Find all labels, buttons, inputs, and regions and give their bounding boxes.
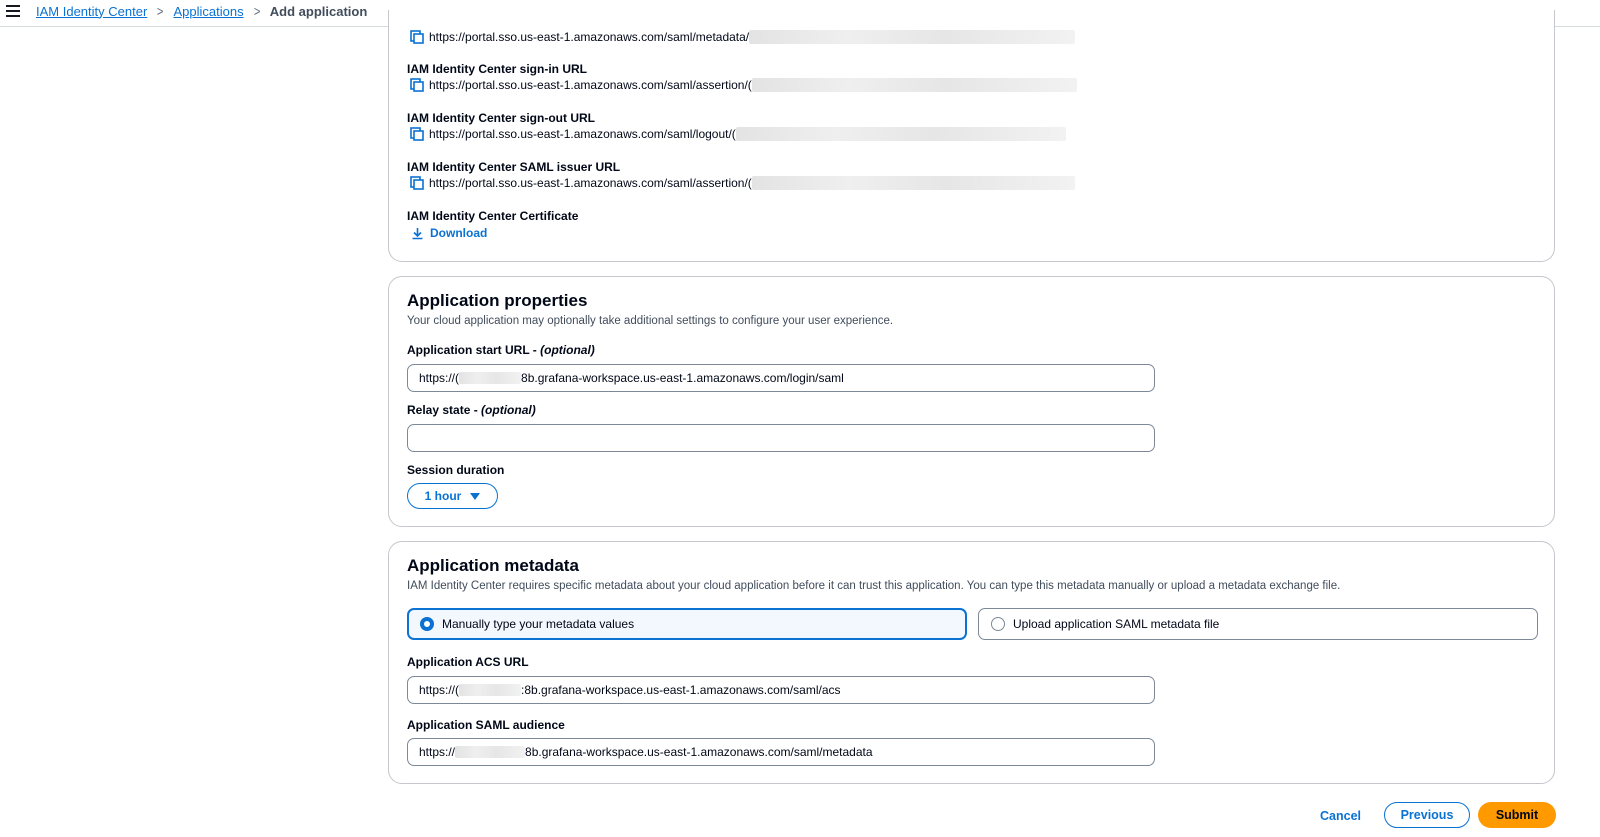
session-duration-label: Session duration [407,463,505,477]
metadata-file-url [410,30,1075,44]
sign-in-url-label: IAM Identity Center sign-in URL [407,62,587,76]
copy-icon[interactable] [410,30,424,44]
acs-url-label: Application ACS URL [407,655,529,669]
radio-upload-label: Upload application SAML metadata file [1013,617,1220,631]
previous-button[interactable]: Previous [1384,802,1470,828]
copy-icon[interactable] [410,78,424,92]
radio-unselected-icon [991,617,1005,631]
metadata-url-text: https://portal.sso.us-east-1.amazonaws.com/saml/metadata/ [429,30,750,44]
saml-audience-input[interactable] [407,738,1155,766]
sign-in-url [410,78,1077,92]
redacted-value [459,372,521,384]
breadcrumb-current-page: Add application [269,3,368,19]
download-certificate-link[interactable] [411,226,487,240]
identity-center-metadata-card [388,10,1555,262]
relay-state-input[interactable] [407,424,1155,452]
application-metadata-description: IAM Identity Center requires specific metadata about your cloud application before it can trust this application. You can type this metadata manually or upload a metadata exchange file. [407,580,1341,592]
issuer-url-label: IAM Identity Center SAML issuer URL [407,160,621,174]
optional-tag: (optional) [481,403,536,417]
application-metadata-title: Application metadata [407,556,579,575]
relay-state-label-text: Relay state - [407,403,482,417]
redacted-value [749,30,1075,44]
issuer-url-text: https://portal.sso.us-east-1.amazonaws.com/saml/assertion/( [429,176,752,190]
download-label: Download [430,226,488,240]
optional-tag: (optional) [540,343,595,357]
sign-out-url [410,127,1066,141]
chevron-right-icon: > [157,3,164,19]
session-duration-select[interactable] [407,483,498,509]
start-url-prefix: https://( [419,371,460,385]
hamburger-menu-icon[interactable] [6,5,20,19]
issuer-url [410,176,1075,190]
saml-audience-label: Application SAML audience [407,718,565,732]
start-url-input[interactable] [407,364,1155,392]
start-url-label [407,343,595,357]
acs-url-suffix: :8b.grafana-workspace.us-east-1.amazonaws.com/saml/acs [521,683,841,697]
session-duration-value: 1 hour [424,489,462,503]
acs-url-prefix: https://( [419,683,460,697]
application-metadata-card [388,541,1555,784]
application-properties-card [388,276,1555,527]
cancel-button[interactable]: Cancel [1320,809,1361,823]
sign-out-url-label: IAM Identity Center sign-out URL [407,111,595,125]
application-properties-description: Your cloud application may optionally take additional settings to configure your user experience. [407,315,894,327]
acs-url-input[interactable] [407,676,1155,704]
radio-manual-label: Manually type your metadata values [442,617,635,631]
copy-icon[interactable] [410,176,424,190]
sign-out-url-text: https://portal.sso.us-east-1.amazonaws.com/saml/logout/( [429,127,736,141]
redacted-value [752,176,1075,190]
redacted-value [736,127,1066,141]
start-url-suffix: 8b.grafana-workspace.us-east-1.amazonaws.com/login/saml [521,371,844,385]
copy-icon[interactable] [410,127,424,141]
breadcrumb-applications[interactable]: Applications [173,3,244,19]
submit-button[interactable]: Submit [1478,802,1556,828]
application-properties-title: Application properties [407,291,588,310]
radio-selected-icon [420,617,434,631]
breadcrumb-iam-identity-center[interactable]: IAM Identity Center [36,3,148,19]
saml-audience-prefix: https:// [419,745,456,759]
certificate-label: IAM Identity Center Certificate [407,209,579,223]
breadcrumb [36,3,367,19]
radio-manual-metadata[interactable] [407,608,967,640]
radio-upload-metadata[interactable] [978,608,1538,640]
sign-in-url-text: https://portal.sso.us-east-1.amazonaws.com/saml/assertion/( [429,78,752,92]
caret-down-icon [470,493,480,500]
redacted-value [752,78,1077,92]
redacted-value [459,684,521,696]
start-url-label-text: Application start URL - [407,343,541,357]
relay-state-label [407,403,536,417]
download-icon [411,227,424,240]
redacted-value [455,746,525,758]
chevron-right-icon: > [253,3,260,19]
saml-audience-suffix: 8b.grafana-workspace.us-east-1.amazonaws.com/saml/metadata [525,745,873,759]
